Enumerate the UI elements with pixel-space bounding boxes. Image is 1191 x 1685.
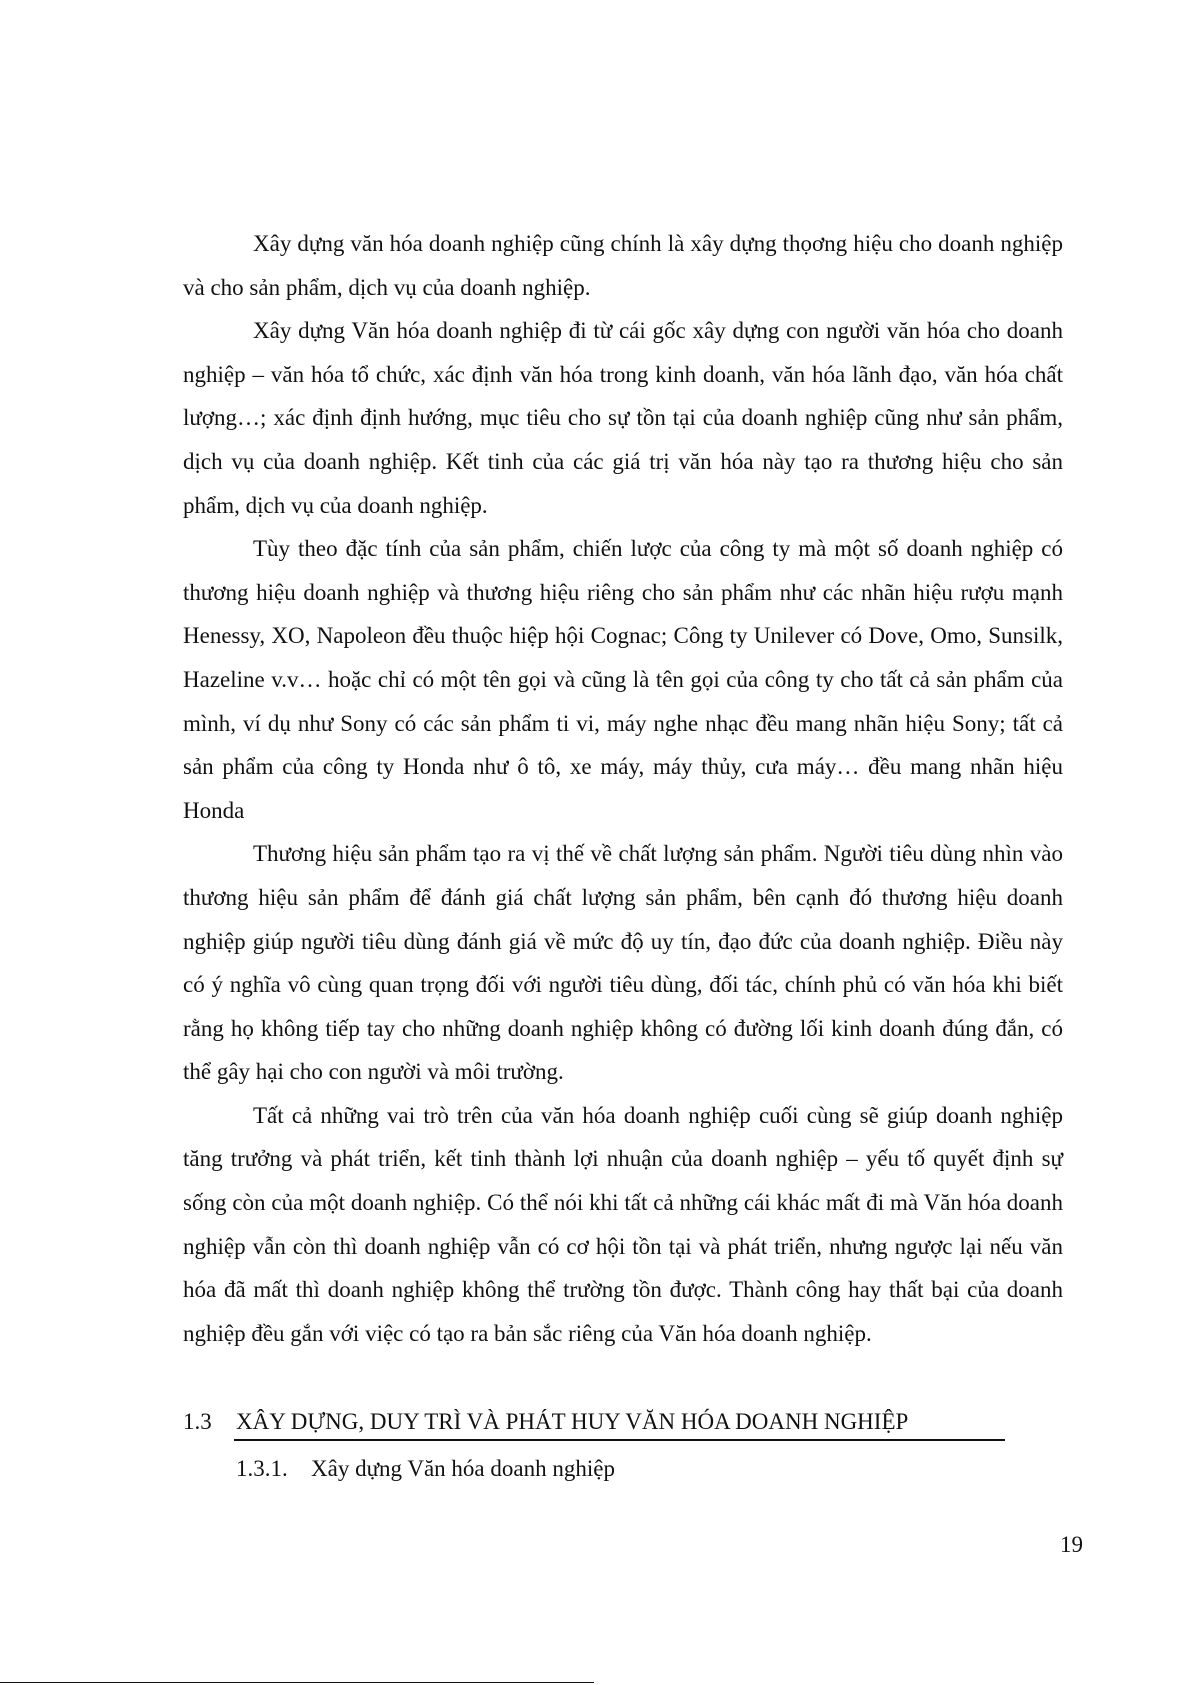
paragraph-growth-role: Tất cả những vai trò trên của văn hóa doanh nghiệp cuối cùng sẽ giúp doanh nghiệp tăng trưởng và phát triển, kết tinh thành lợi nhuận của doanh nghiệp – yếu tố quyết định sự sống còn của một doanh nghiệp. Có thể nói khi tất cả những cái khác mất đi mà Văn hóa doanh nghiệp vẫn còn thì doanh nghiệp vẫn có cơ hội tồn tại và phát triển, nhưng ngược lại nếu văn hóa đã mất thì doanh nghiệp không thể trường tồn được. Thành công hay thất bại của doanh nghiệp đều gắn với việc có tạo ra bản sắc riêng của Văn hóa doanh nghiệp.: [183, 1102, 1063, 1346]
section-heading: [183, 1405, 1003, 1439]
paragraph-brand-position: Thương hiệu sản phẩm tạo ra vị thế về chất lượng sản phẩm. Người tiêu dùng nhìn vào thương hiệu sản phẩm để đánh giá chất lượng sản phẩm, bên cạnh đó thương hiệu doanh nghiệp giúp người tiêu dùng đánh giá về mức độ uy tín, đạo đức của doanh nghiệp. Điều này có ý nghĩa vô cùng quan trọng đối với người tiêu dùng, đối tác, chính phủ có văn hóa khi biết rằng họ không tiếp tay cho những doanh nghiệp không có đường lối kinh doanh đúng đắn, có thể gây hại cho con người và môi trường.: [183, 841, 1063, 1085]
section-title: XÂY DỰNG, DUY TRÌ VÀ PHÁT HUY VĂN HÓA DOANH NGHIỆP: [236, 1409, 909, 1434]
subsection-number: 1.3.1.: [236, 1456, 288, 1481]
paragraph-culture-roots: Xây dựng Văn hóa doanh nghiệp đi từ cái gốc xây dựng con người văn hóa cho doanh nghiệp – văn hóa tổ chức, xác định văn hóa trong kinh doanh, văn hóa lãnh đạo, văn hóa chất lượng…; xác định định hướng, mục tiêu cho sự tồn tại của doanh nghiệp cũng như sản phẩm, dịch vụ của doanh nghiệp. Kết tinh của các giá trị văn hóa này tạo ra thương hiệu cho sản phẩm, dịch vụ của doanh nghiệp.: [183, 318, 1063, 518]
paragraph-brand-strategy: Tùy theo đặc tính của sản phẩm, chiến lược của công ty mà một số doanh nghiệp có thương hiệu doanh nghiệp và thương hiệu riêng cho sản phẩm như các nhãn hiệu rượu mạnh Henessy, XO, Napoleon đều thuộc hiệp hội Cognac; Công ty Unilever có Dove, Omo, Sunsilk, Hazeline v.v… hoặc chỉ có một tên gọi và cũng là tên gọi của công ty cho tất cả sản phẩm của mình, ví dụ như Sony có các sản phẩm ti vi, máy nghe nhạc đều mang nhãn hiệu Sony; tất cả sản phẩm của công ty Honda như ô tô, xe máy, máy thủy, cưa máy… đều mang nhãn hiệu Honda: [183, 536, 1063, 823]
paragraph-brand-building: Xây dựng văn hóa doanh nghiệp cũng chính là xây dựng thọơng hiệu cho doanh nghiệp và cho sản phẩm, dịch vụ của doanh nghiệp.: [183, 231, 1063, 300]
footer-divider: [0, 1682, 594, 1683]
page-number: 19: [1060, 1532, 1083, 1557]
subsection-heading: [236, 1452, 615, 1486]
body-text: [183, 222, 1063, 1355]
section-heading-underline: [234, 1439, 1005, 1441]
section-number: 1.3: [183, 1409, 212, 1434]
subsection-title: Xây dựng Văn hóa doanh nghiệp: [311, 1456, 615, 1481]
